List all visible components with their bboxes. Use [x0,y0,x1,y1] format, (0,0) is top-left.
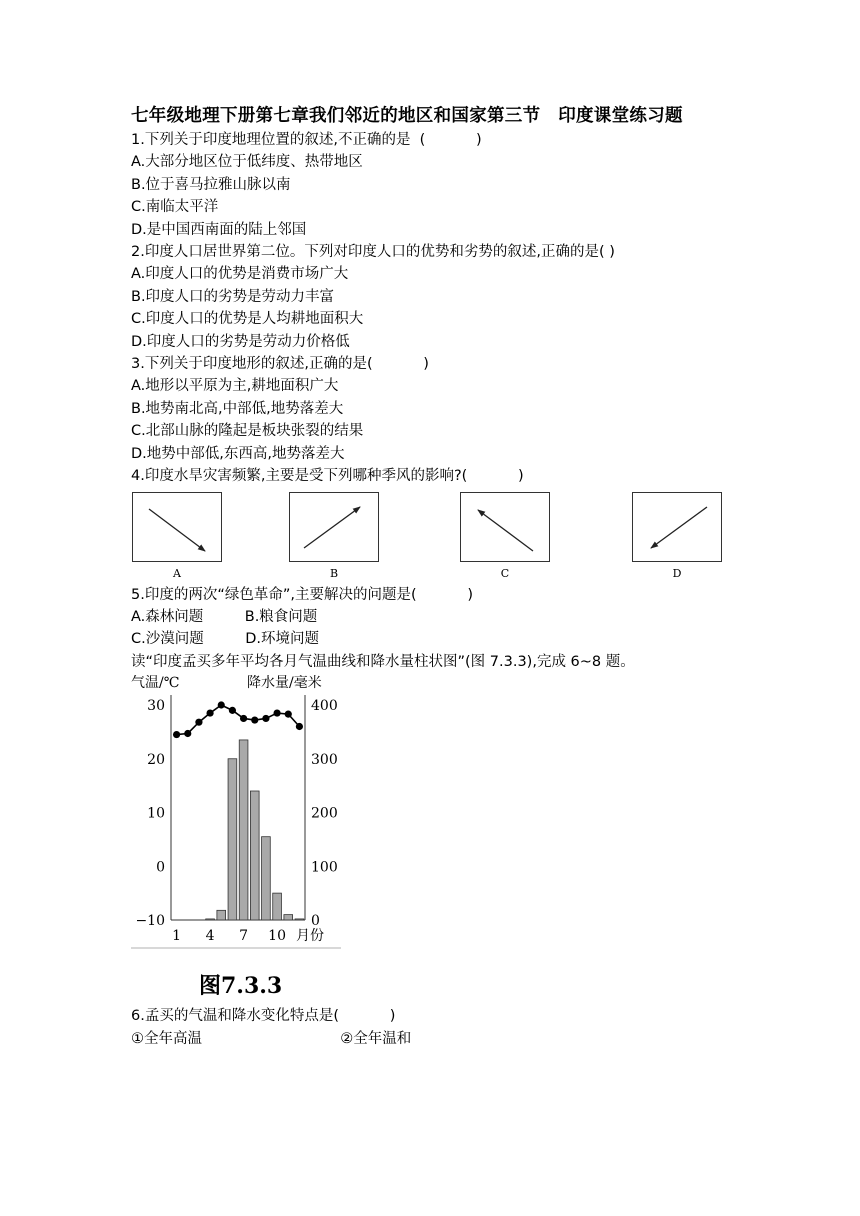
q6-options-row-1: ①全年高温 ②全年温和 [131,1030,412,1047]
temperature-point [296,723,303,730]
q4-option-b-box [289,492,379,562]
q2-option-a: A.印度人口的优势是消费市场广大 [131,266,349,283]
arrow-upper-right-icon [290,493,380,563]
q4-option-c-box [460,492,550,562]
precipitation-bar [217,910,226,920]
month-tick-label: 10 [268,928,286,945]
temperature-point [173,731,180,738]
temperature-line [177,705,300,735]
temperature-point [262,715,269,722]
q2-option-c: C.印度人口的优势是人均耕地面积大 [131,311,364,328]
temperature-tick-label: 30 [147,698,165,715]
precipitation-bar [250,791,259,920]
q2-option-d: D.印度人口的劣势是劳动力价格低 [131,333,350,350]
precipitation-bar [239,740,248,920]
q3-option-d: D.地势中部低,东西高,地势落差大 [131,445,345,462]
q1-option-c: C.南临太平洋 [131,199,219,216]
q4-option-d-label: D [672,566,682,580]
x-axis-title: 月份 [296,928,324,945]
figure-caption: 图7.3.3 [199,973,283,1000]
precipitation-bar [206,919,215,920]
temperature-tick-label: 10 [147,805,165,822]
q4-option-a-label: A [173,566,181,580]
temperature-point [273,710,280,717]
right-axis-title: 降水量/毫米 [247,675,322,692]
month-tick-label: 4 [205,928,215,945]
q4-stem: 4.印度水旱灾害频繁,主要是受下列哪种季风的影响?( ) [131,468,524,485]
precipitation-tick-label: 300 [311,751,338,768]
month-tick-label: 1 [172,928,182,945]
month-tick-label: 7 [239,928,249,945]
q3-option-c: C.北部山脉的隆起是板块张裂的结果 [131,423,364,440]
precipitation-bar [284,915,293,920]
precipitation-bar [228,759,237,920]
q4-option-c-label: C [500,566,510,580]
temperature-point [285,711,292,718]
temperature-point [240,715,247,722]
reading-intro: 读“印度孟买多年平均各月气温曲线和降水量柱状图”(图 7.3.3),完成 6~8 题。 [131,653,635,670]
q4-option-d-box [632,492,722,562]
temperature-tick-label: 20 [147,751,165,768]
temperature-point [206,710,213,717]
temperature-point [195,719,202,726]
q1-option-d: D.是中国西南面的陆上邻国 [131,221,307,238]
document-page [131,104,741,1050]
temperature-point [184,730,191,737]
q2-option-b: B.印度人口的劣势是劳动力丰富 [131,288,335,305]
q2-stem: 2.印度人口居世界第二位。下列对印度人口的优势和劣势的叙述,正确的是( ) [131,244,615,261]
precipitation-tick-label: 200 [311,805,338,822]
q5-options-row-1: A.森林问题 B.粮食问题 [131,608,318,625]
left-axis-title: 气温/℃ [131,675,180,692]
arrow-lower-right-icon [133,493,223,563]
temperature-tick-label: −10 [135,913,165,930]
climate-chart-svg [131,675,361,965]
q6-stem: 6.孟买的气温和降水变化特点是( ) [131,1008,396,1025]
q3-option-b: B.地势南北高,中部低,地势落差大 [131,400,344,417]
q3-stem: 3.下列关于印度地形的叙述,正确的是( ) [131,356,429,373]
temperature-point [229,707,236,714]
temperature-point [218,702,225,709]
q4-option-b-label: B [329,566,339,580]
precipitation-tick-label: 400 [311,698,338,715]
precipitation-bar [295,919,304,920]
q5-stem: 5.印度的两次“绿色革命”,主要解决的问题是( ) [131,586,473,603]
q5-options-row-2: C.沙漠问题 D.环境问题 [131,631,319,648]
arrow-upper-left-icon [461,493,551,563]
precipitation-bar [273,893,282,920]
precipitation-tick-label: 100 [311,859,338,876]
q1-stem: 1.下列关于印度地理位置的叙述,不正确的是 ( ) [131,132,482,148]
q4-option-a-box [132,492,222,562]
q3-option-a: A.地形以平原为主,耕地面积广大 [131,378,339,395]
q1-option-a: A.大部分地区位于低纬度、热带地区 [131,154,363,171]
temperature-point [251,717,258,724]
temperature-tick-label: 0 [156,859,165,876]
precipitation-bar [262,837,271,920]
precipitation-tick-label: 0 [311,913,320,930]
document-title: 七年级地理下册第七章我们邻近的地区和国家第三节 印度课堂练习题 [131,106,683,126]
q1-option-b: B.位于喜马拉雅山脉以南 [131,176,291,193]
climate-chart [131,675,361,1005]
q4-monsoon-options [131,492,741,584]
arrow-lower-left-icon [633,493,723,563]
